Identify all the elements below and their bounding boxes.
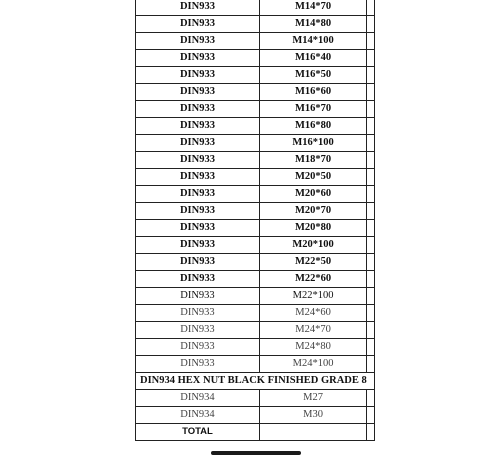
quantity-cell — [367, 322, 375, 339]
quantity-cell — [367, 33, 375, 50]
standard-code-cell: DIN933 — [136, 186, 260, 203]
table-row — [136, 16, 375, 33]
size-cell: M20*70 — [259, 203, 366, 220]
quantity-cell — [367, 373, 375, 390]
standard-code-cell: DIN933 — [136, 305, 260, 322]
quantity-cell — [367, 152, 375, 169]
quantity-cell — [367, 169, 375, 186]
table-row — [136, 67, 375, 84]
standard-code-cell: DIN933 — [136, 322, 260, 339]
quantity-cell — [367, 390, 375, 407]
table-row — [136, 254, 375, 271]
standard-code-cell: DIN933 — [136, 16, 260, 33]
quantity-cell — [367, 186, 375, 203]
quantity-cell — [367, 50, 375, 67]
standard-code-cell: DIN933 — [136, 203, 260, 220]
size-cell: M16*80 — [259, 118, 366, 135]
size-cell: M16*100 — [259, 135, 366, 152]
quantity-cell — [367, 84, 375, 101]
size-cell: M20*60 — [259, 186, 366, 203]
table-row — [136, 186, 375, 203]
size-cell: M30 — [259, 407, 366, 424]
table-row — [136, 237, 375, 254]
size-cell: M14*70 — [259, 0, 366, 16]
table-row — [136, 288, 375, 305]
quantity-cell — [367, 407, 375, 424]
table-row — [136, 390, 375, 407]
size-cell: M16*40 — [259, 50, 366, 67]
quantity-cell — [367, 118, 375, 135]
size-cell: M20*100 — [259, 237, 366, 254]
standard-code-cell: DIN933 — [136, 271, 260, 288]
standard-code-cell: DIN933 — [136, 101, 260, 118]
standard-code-cell: DIN933 — [136, 33, 260, 50]
standard-code-cell: DIN933 — [136, 84, 260, 101]
size-cell: M20*50 — [259, 169, 366, 186]
table-row — [136, 135, 375, 152]
quantity-cell — [367, 101, 375, 118]
table-row — [136, 407, 375, 424]
standard-code-cell: DIN933 — [136, 339, 260, 356]
total-row — [136, 424, 375, 441]
size-cell: M18*70 — [259, 152, 366, 169]
table-row — [136, 152, 375, 169]
section-title: DIN934 HEX NUT BLACK FINISHED GRADE 8 — [136, 373, 367, 390]
size-cell: M14*100 — [259, 33, 366, 50]
size-cell: M22*50 — [259, 254, 366, 271]
section-header-row — [136, 373, 375, 390]
total-value-cell — [259, 424, 366, 441]
size-cell: M22*100 — [259, 288, 366, 305]
quantity-cell — [367, 424, 375, 441]
table-row — [136, 101, 375, 118]
quantity-cell — [367, 305, 375, 322]
table-row — [136, 220, 375, 237]
standard-code-cell: DIN934 — [136, 390, 260, 407]
quantity-cell — [367, 16, 375, 33]
quantity-cell — [367, 237, 375, 254]
standard-code-cell: DIN933 — [136, 288, 260, 305]
table-row — [136, 203, 375, 220]
standard-code-cell: DIN933 — [136, 135, 260, 152]
parts-table-body — [136, 0, 375, 441]
table-row — [136, 169, 375, 186]
standard-code-cell: DIN933 — [136, 118, 260, 135]
standard-code-cell: DIN933 — [136, 0, 260, 16]
quantity-cell — [367, 271, 375, 288]
standard-code-cell: DIN933 — [136, 67, 260, 84]
standard-code-cell: DIN934 — [136, 407, 260, 424]
quantity-cell — [367, 67, 375, 84]
table-row — [136, 0, 375, 16]
table-row — [136, 271, 375, 288]
standard-code-cell: DIN933 — [136, 254, 260, 271]
size-cell: M14*80 — [259, 16, 366, 33]
standard-code-cell: DIN933 — [136, 220, 260, 237]
table-row — [136, 305, 375, 322]
standard-code-cell: DIN933 — [136, 356, 260, 373]
table-row — [136, 50, 375, 67]
parts-table — [135, 0, 375, 441]
table-row — [136, 356, 375, 373]
standard-code-cell: DIN933 — [136, 50, 260, 67]
quantity-cell — [367, 135, 375, 152]
home-indicator[interactable] — [211, 451, 301, 455]
quantity-cell — [367, 0, 375, 16]
size-cell: M24*60 — [259, 305, 366, 322]
size-cell: M16*50 — [259, 67, 366, 84]
quantity-cell — [367, 203, 375, 220]
size-cell: M24*70 — [259, 322, 366, 339]
table-row — [136, 33, 375, 50]
size-cell: M24*80 — [259, 339, 366, 356]
standard-code-cell: DIN933 — [136, 237, 260, 254]
table-row — [136, 322, 375, 339]
standard-code-cell: DIN933 — [136, 169, 260, 186]
quantity-cell — [367, 288, 375, 305]
size-cell: M16*60 — [259, 84, 366, 101]
quantity-cell — [367, 254, 375, 271]
size-cell: M20*80 — [259, 220, 366, 237]
size-cell: M24*100 — [259, 356, 366, 373]
table-row — [136, 84, 375, 101]
quantity-cell — [367, 220, 375, 237]
quantity-cell — [367, 356, 375, 373]
standard-code-cell: DIN933 — [136, 152, 260, 169]
quantity-cell — [367, 339, 375, 356]
size-cell: M16*70 — [259, 101, 366, 118]
table-row — [136, 339, 375, 356]
total-label: TOTAL — [136, 424, 260, 441]
table-row — [136, 118, 375, 135]
size-cell: M27 — [259, 390, 366, 407]
size-cell: M22*60 — [259, 271, 366, 288]
